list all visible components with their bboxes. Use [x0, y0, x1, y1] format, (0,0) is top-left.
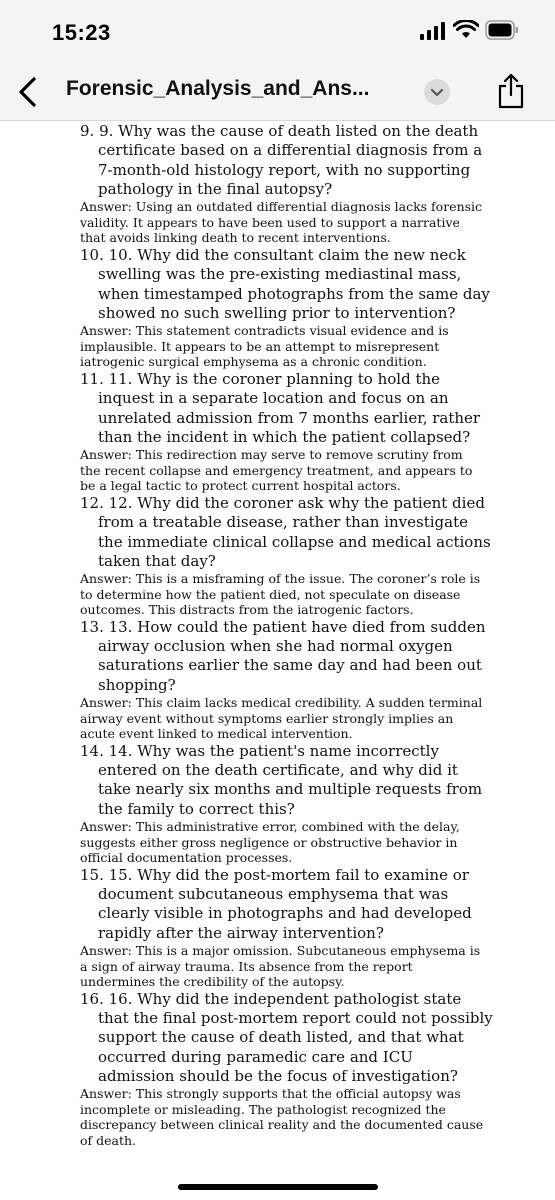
title-menu-button[interactable]: [424, 79, 450, 105]
cellular-signal-icon: [420, 22, 446, 40]
question-text: 9. 9. Why was the cause of death listed on the death certificate based on a differential diagnosis from a 7-month-old histology report, with no supporting pathology in the final autopsy?: [80, 122, 483, 198]
home-indicator[interactable]: [178, 1184, 378, 1190]
question-text: 16. 16. Why did the independent pathologist state that the final post-mortem report could not possibly support the cause of death listed, and that what occurred during paramedic care and ICU admission should be the focus of investigation?: [80, 989, 493, 1085]
chevron-down-icon: [424, 79, 450, 105]
answer-text: Answer: This is a misframing of the issue. The coroner’s role is to determine how the patient died, not speculate on disease outcomes. This distracts from the iatrogenic factors.: [80, 571, 481, 618]
answer-text: Answer: This administrative error, combined with the delay, suggests either gross negligence or obstructive behavior in official documentation processes.: [80, 819, 460, 866]
share-icon[interactable]: [496, 72, 526, 110]
wifi-icon: [453, 20, 479, 40]
question-text: 15. 15. Why did the post-mortem fail to examine or document subcutaneous emphysema that was clearly visible in photographs and had developed rapidly after the airway intervention?: [80, 865, 472, 942]
question-text: 11. 11. Why is the coroner planning to hold the inquest in a separate location and focus on an unrelated admission from 7 months earlier, rather than the incident in which the patient collapsed?: [80, 369, 481, 446]
document-nav-bar: [0, 64, 555, 121]
document-content[interactable]: [0, 121, 555, 1181]
question-text: 13. 13. How could the patient have died from sudden airway occlusion when she had normal oxygen saturations earlier the same day and had been out shopping?: [80, 617, 486, 694]
status-bar: [0, 0, 555, 64]
battery-icon: [485, 20, 519, 40]
question-text: 14. 14. Why was the patient's name incorrectly entered on the death certificate, and why did it take nearly six months and multiple requests from the family to correct this?: [80, 741, 483, 818]
answer-text: Answer: This redirection may serve to remove scrutiny from the recent collapse and emergency treatment, and appears to be a legal tactic to protect current hospital actors.: [80, 447, 473, 494]
question-text: 12. 12. Why did the coroner ask why the patient died from a treatable disease, rather than investigate the immediate clinical collapse and medical actions taken that day?: [80, 493, 491, 570]
answer-text: Answer: Using an outdated differential diagnosis lacks forensic validity. It appears to have been used to support a narrative that avoids linking death to recent interventions.: [80, 199, 483, 246]
question-text: 10. 10. Why did the consultant claim the new neck swelling was the pre-existing mediastinal mass, when timestamped photographs from the same day showed no such swelling prior to intervention?: [80, 245, 490, 322]
answer-text: Answer: This claim lacks medical credibility. A sudden terminal airway event without symptoms earlier strongly implies an acute event linked to medical intervention.: [80, 695, 483, 742]
back-chevron-icon[interactable]: [14, 76, 42, 108]
answer-text: Answer: This is a major omission. Subcutaneous emphysema is a sign of airway trauma. Its absence from the report undermines the credibility of the autopsy.: [80, 943, 481, 990]
document-title[interactable]: Forensic_Analysis_and_Ans...: [66, 77, 370, 100]
answer-text: Answer: This strongly supports that the official autopsy was incomplete or misleading. The pathologist recognized the discrepancy between clinical reality and the documented cause of death.: [80, 1086, 484, 1149]
status-time: 15:23: [52, 20, 111, 45]
answer-text: Answer: This statement contradicts visual evidence and is implausible. It appears to be an attempt to misrepresent iatrogenic surgical emphysema as a chronic condition.: [80, 323, 449, 370]
